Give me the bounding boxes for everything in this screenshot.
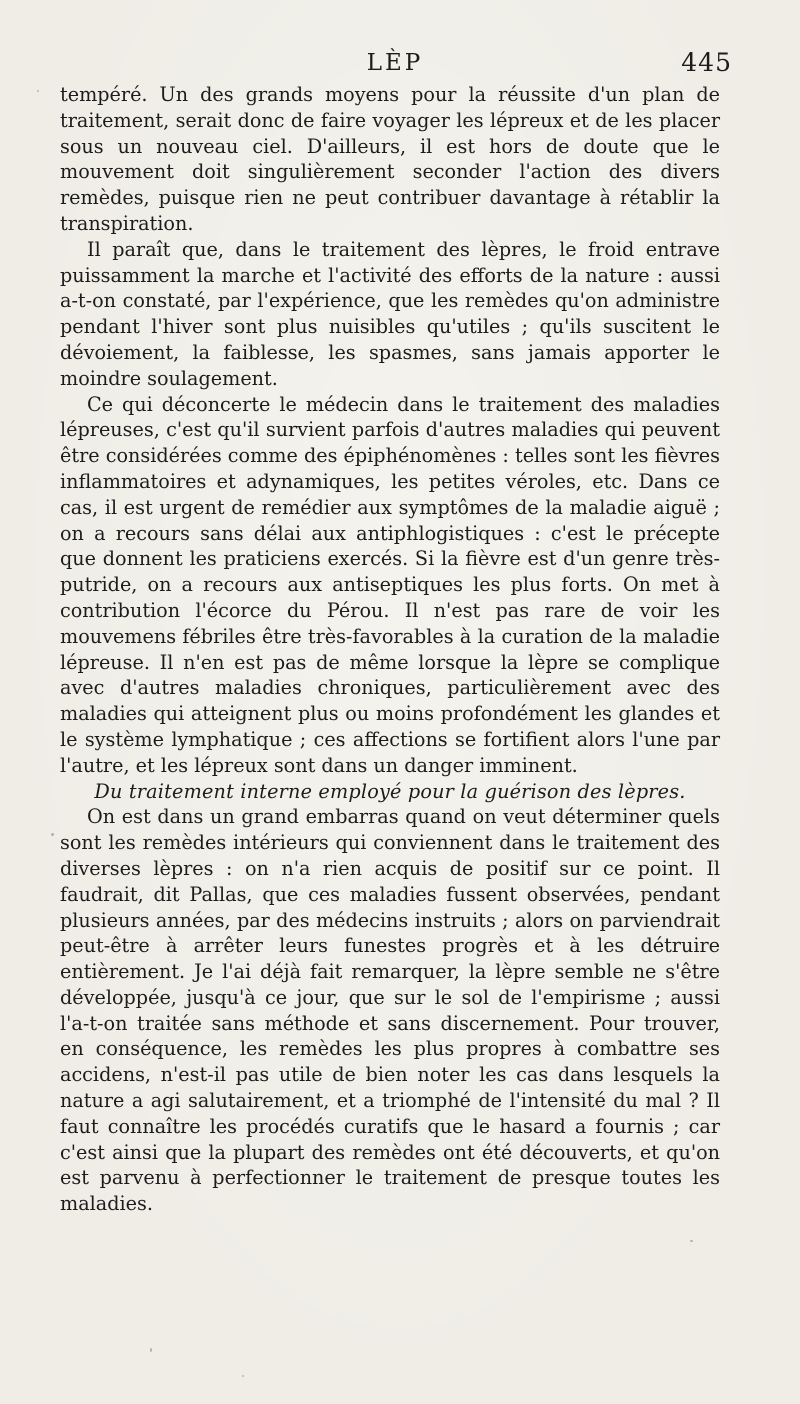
section-heading: Du traitement interne employé pour la guérison des lèpres. [94,779,686,803]
running-head-title: LÈP [366,50,424,76]
paragraph-complications: Ce qui déconcerte le médecin dans le traitement des maladies lépreuses, c'est qu'il survient parfois d'autres maladies qui peuvent être considérées comme des épiphénomènes : telles sont les fièvres inflammatoires et adynamiques, les petites véroles, etc. Dans ce cas, il est urgent de remédier aux symptômes de la maladie aiguë ; on a recours sans délai aux antiphlogistiques : c'est le précepte que donnent les praticiens exercés. Si la fièvre est d'un genre très-putride, on a recours aux antiseptiques les plus forts. On met à contribution l'écorce du Pérou. Il n'est pas rare de voir les mouvemens fébriles être très-favorables à la curation de la maladie lépreuse. Il n'en est pas de même lorsque la lèpre se complique avec d'autres maladies chroniques, particulièrement avec des maladies qui atteignent plus ou moins profondément les glandes et le système lymphatique ; ces affections se fortifient alors l'une par l'autre, et les lépreux sont dans un danger imminent. [60,392,720,777]
paragraph-continuation: tempéré. Un des grands moyens pour la réussite d'un plan de traitement, serait donc de faire voyager les lépreux et de les placer sous un nouveau ciel. D'ailleurs, il est hors de doute que le mouvement doit singulièrement seconder l'action des divers remèdes, puisque rien ne peut contribuer davantage à rétablir la transpiration. [60,83,720,235]
print-speck [690,1240,693,1242]
print-speck [242,1375,244,1377]
print-speck [150,1348,152,1352]
paragraph-cold-climate: Il paraît que, dans le traitement des lèpres, le froid entrave puissamment la marche et l'activité des efforts de la nature : aussi a-t-on constaté, par l'expérience, que les remèdes qu'on administre pendant l'hiver sont plus nuisibles qu'utiles ; qu'ils suscitent le dévoiement, la faiblesse, les spasmes, sans jamais apporter le moindre soulagement. [60,237,720,390]
print-speck [37,90,39,92]
page-number: 445 [681,48,732,77]
paragraph-internal-treatment: On est dans un grand embarras quand on veut déterminer quels sont les remèdes intérieurs qui conviennent dans le traitement des diverses lèpres : on n'a rien acquis de positif sur ce point. Il faudrait, dit Pallas, que ces maladies fussent observées, pendant plusieurs années, par des médecins instruits ; alors on parviendrait peut-être à arrêter leurs funestes progrès et à les détruire entièrement. Je l'ai déjà fait remarquer, la lèpre semble ne s'être développée, jusqu'à ce jour, que sur le sol de l'empirisme ; aussi l'a-t-on traitée sans méthode et sans discernement. Pour trouver, en conséquence, les remèdes les plus propres à combattre ses accidens, n'est-il pas utile de bien noter les cas dans lesquels la nature a agi salutairement, et a triomphé de l'intensité du mal ? Il faut connaître les procédés curatifs que le hasard a fournis ; car c'est ainsi que la plupart des remèdes ont été découverts, et qu'on est parvenu à perfectionner le traitement de presque toutes les maladies. [60,805,720,1216]
running-head [60,48,730,80]
body-text [60,82,720,1217]
print-speck [51,833,54,836]
